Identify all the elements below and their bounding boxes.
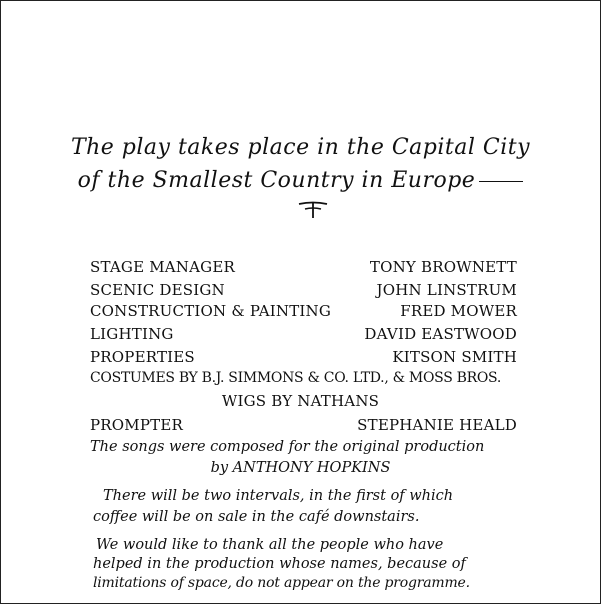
credit-role-properties: PROPERTIES <box>90 348 195 366</box>
costumes-credit: COSTUMES BY B.J. SIMMONS & CO. LTD., & MOSS BROS. <box>90 370 501 386</box>
thanks-line-3: limitations of space, do not appear on the programme. <box>93 575 470 591</box>
intro-line-1: The play takes place in the Capital City <box>70 135 531 160</box>
intro-line-2-text: of the Smallest Country in Europe <box>77 168 476 193</box>
intervals-line-1: There will be two intervals, in the first of which <box>103 488 454 504</box>
credit-role-stage-manager: STAGE MANAGER <box>90 258 235 276</box>
intro-dash <box>479 181 523 182</box>
wigs-credit: WIGS BY NATHANS <box>221 392 380 410</box>
credit-name-construction: FRED MOWER <box>400 302 517 320</box>
credit-role-scenic-design: SCENIC DESIGN <box>90 281 225 299</box>
ornament-icon <box>297 200 329 220</box>
thanks-line-2: helped in the production whose names, because of <box>93 556 466 572</box>
intervals-line-2: coffee will be on sale in the café downstairs. <box>93 509 420 525</box>
credit-name-stage-manager: TONY BROWNETT <box>369 258 517 276</box>
credit-role-construction: CONSTRUCTION & PAINTING <box>90 302 332 320</box>
songs-line-1: The songs were composed for the original production <box>90 439 485 455</box>
credit-role-prompter: PROMPTER <box>90 416 183 434</box>
credit-name-lighting: DAVID EASTWOOD <box>364 325 517 343</box>
intro-line-2 <box>0 166 601 196</box>
credit-name-prompter: STEPHANIE HEALD <box>357 416 517 434</box>
songs-line-2: by ANTHONY HOPKINS <box>210 460 391 476</box>
thanks-line-1: We would like to thank all the people who have <box>96 537 444 553</box>
credit-name-scenic-design: JOHN LINSTRUM <box>376 281 517 299</box>
credit-name-properties: KITSON SMITH <box>392 348 517 366</box>
credit-role-lighting: LIGHTING <box>90 325 174 343</box>
